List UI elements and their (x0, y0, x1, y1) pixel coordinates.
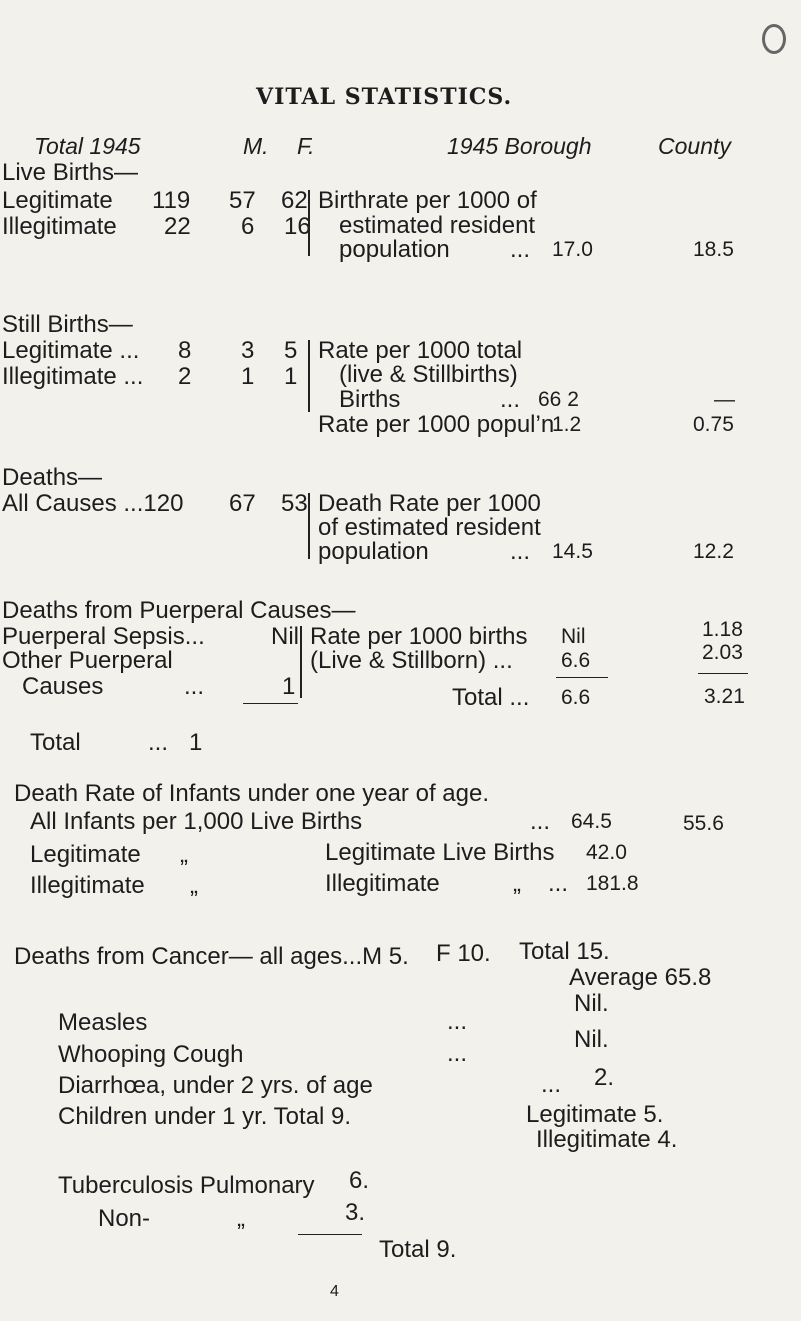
cancer-f: F 10. (436, 940, 491, 967)
tb-pulmonary-value: 6. (349, 1167, 370, 1194)
diarrhoea-value: 2. (594, 1064, 615, 1091)
infants-all-dots: ... (530, 808, 551, 835)
live-illegit-total: 22 (164, 213, 191, 240)
puerperal-borough2: 6.6 (561, 649, 591, 672)
still-rate-line3: Births (339, 386, 401, 413)
live-rate-line1: Birthrate per 1000 of (318, 187, 537, 214)
measles-dots: ... (447, 1008, 468, 1035)
tb-non-value: 3. (345, 1199, 366, 1226)
divider (698, 673, 748, 674)
cancer-label: Deaths from Cancer— all ages...M 5. (14, 943, 409, 970)
header-borough: 1945 Borough (447, 133, 592, 159)
diarrhoea-dots: ... (541, 1071, 562, 1098)
puerperal-county1: 1.18 (702, 618, 743, 641)
tb-pulmonary-label: Tuberculosis Pulmonary (58, 1172, 315, 1199)
puerperal-grand-total-label: Total ... (452, 684, 530, 711)
live-legit-total: 119 (152, 187, 191, 214)
live-borough-value: 17.0 (552, 238, 593, 261)
live-legit-label: Legitimate (2, 187, 113, 214)
infants-heading: Death Rate of Infants under one year of age. (14, 780, 489, 807)
infants-legit-label: Legitimate (30, 841, 141, 868)
still-births-county: — (714, 388, 735, 411)
puerperal-grand-total-borough: 6.6 (561, 686, 591, 709)
puerperal-rate-line1: Rate per 1000 births (310, 623, 528, 650)
live-county-value: 18.5 (693, 238, 734, 261)
cancer-total: Total 15. (519, 938, 610, 965)
live-rate-line3: population (339, 236, 450, 263)
infants-all-label: All Infants per 1,000 Live Births (30, 808, 363, 835)
still-illegit-m: 1 (241, 363, 255, 390)
live-illegit-f: 16 (284, 213, 311, 240)
cancer-average: Average 65.8 (569, 964, 712, 991)
diarrhoea-label: Diarrhœa, under 2 yrs. of age (58, 1072, 373, 1099)
whooping-dots: ... (447, 1040, 468, 1067)
puerperal-sepsis-value: Nil (271, 623, 299, 650)
still-births-heading: Still Births— (2, 311, 133, 338)
tb-non-ditto: „ (237, 1205, 245, 1232)
still-births-value: 66 2 (538, 388, 579, 411)
puerperal-grand-total-county: 3.21 (704, 685, 745, 708)
measles-value: Nil. (574, 990, 609, 1017)
infants-legit-desc: Legitimate Live Births (325, 839, 555, 866)
tb-non-label: Non- (98, 1205, 151, 1232)
whooping-value: Nil. (574, 1026, 609, 1053)
infants-illegit-desc: Illegitimate (325, 870, 440, 897)
header-f: F. (297, 133, 315, 159)
puerperal-total-label: Total (30, 729, 81, 756)
still-illegit-total: 2 (178, 363, 192, 390)
puerperal-county2: 2.03 (702, 641, 743, 664)
infants-all-county: 55.6 (683, 812, 724, 835)
still-legit-total: 8 (178, 337, 192, 364)
live-legit-m: 57 (229, 187, 256, 214)
live-births-heading: Live Births— (2, 159, 139, 186)
deaths-borough-value: 14.5 (552, 540, 593, 563)
puerperal-other-label: Other Puerperal (2, 647, 173, 674)
deaths-m: 67 (229, 490, 256, 517)
live-illegit-m: 6 (241, 213, 255, 240)
still-dots: ... (500, 386, 521, 413)
header-m: M. (243, 133, 269, 159)
measles-label: Measles (58, 1009, 148, 1036)
brace (308, 190, 316, 256)
infants-all-borough: 64.5 (571, 810, 612, 833)
header-county: County (658, 133, 731, 159)
puerperal-causes-dots: ... (184, 673, 205, 700)
divider (298, 1234, 362, 1235)
infants-illegit-dots: ... (548, 870, 569, 897)
deaths-rate-line2: of estimated resident (318, 514, 541, 541)
live-dots: ... (510, 236, 531, 263)
deaths-rate-line3: population (318, 538, 429, 565)
brace (308, 493, 316, 559)
puerperal-rate-line2: (Live & Stillborn) ... (310, 647, 513, 674)
infants-illegit-value: 181.8 (586, 872, 639, 895)
deaths-county-value: 12.2 (693, 540, 734, 563)
live-rate-line2: estimated resident (339, 212, 536, 239)
deaths-all-label: All Causes ...120 (2, 490, 184, 517)
puerperal-total-dots: ... (148, 729, 169, 756)
infants-legit-value: 42.0 (586, 841, 627, 864)
still-pop-value: 1.2 (552, 413, 582, 436)
puerperal-causes-label: Causes (22, 673, 104, 700)
divider (243, 703, 298, 704)
deaths-rate-line1: Death Rate per 1000 (318, 490, 541, 517)
infants-illegit-ditto2: „ (513, 870, 521, 897)
puerperal-causes-value: 1 (282, 673, 296, 700)
tb-total: Total 9. (379, 1236, 457, 1263)
children-legit: Legitimate 5. (526, 1101, 664, 1128)
still-legit-m: 3 (241, 337, 255, 364)
corner-mark (762, 24, 786, 54)
puerperal-heading: Deaths from Puerperal Causes— (2, 597, 356, 624)
still-rate-line1: Rate per 1000 total (318, 337, 523, 364)
still-illegit-f: 1 (284, 363, 298, 390)
infants-illegit-ditto: „ (190, 872, 198, 899)
brace (300, 626, 308, 698)
brace (308, 340, 316, 412)
puerperal-sepsis-label: Puerperal Sepsis... (2, 623, 205, 650)
still-legit-label: Legitimate ... (2, 337, 140, 364)
deaths-f: 53 (281, 490, 308, 517)
children-label: Children under 1 yr. Total 9. (58, 1103, 352, 1130)
infants-illegit-label: Illegitimate (30, 872, 145, 899)
divider (556, 677, 608, 678)
live-illegit-label: Illegitimate (2, 213, 117, 240)
still-legit-f: 5 (284, 337, 298, 364)
puerperal-total-value: 1 (189, 729, 203, 756)
still-pop-county: 0.75 (693, 413, 734, 436)
deaths-heading: Deaths— (2, 464, 103, 491)
still-rate-line2: (live & Stillbirths) (339, 361, 518, 388)
still-rate-line4: Rate per 1000 popul’n (318, 411, 555, 438)
still-illegit-label: Illegitimate ... (2, 363, 144, 390)
page-title: VITAL STATISTICS. (256, 84, 513, 110)
puerperal-borough1: Nil (561, 625, 586, 648)
whooping-label: Whooping Cough (58, 1041, 244, 1068)
page-number: 4 (330, 1283, 339, 1300)
deaths-dots: ... (510, 538, 531, 565)
header-total: Total 1945 (34, 133, 141, 159)
children-illegit: Illegitimate 4. (536, 1126, 678, 1153)
infants-legit-ditto: „ (180, 841, 188, 868)
live-legit-f: 62 (281, 187, 308, 214)
